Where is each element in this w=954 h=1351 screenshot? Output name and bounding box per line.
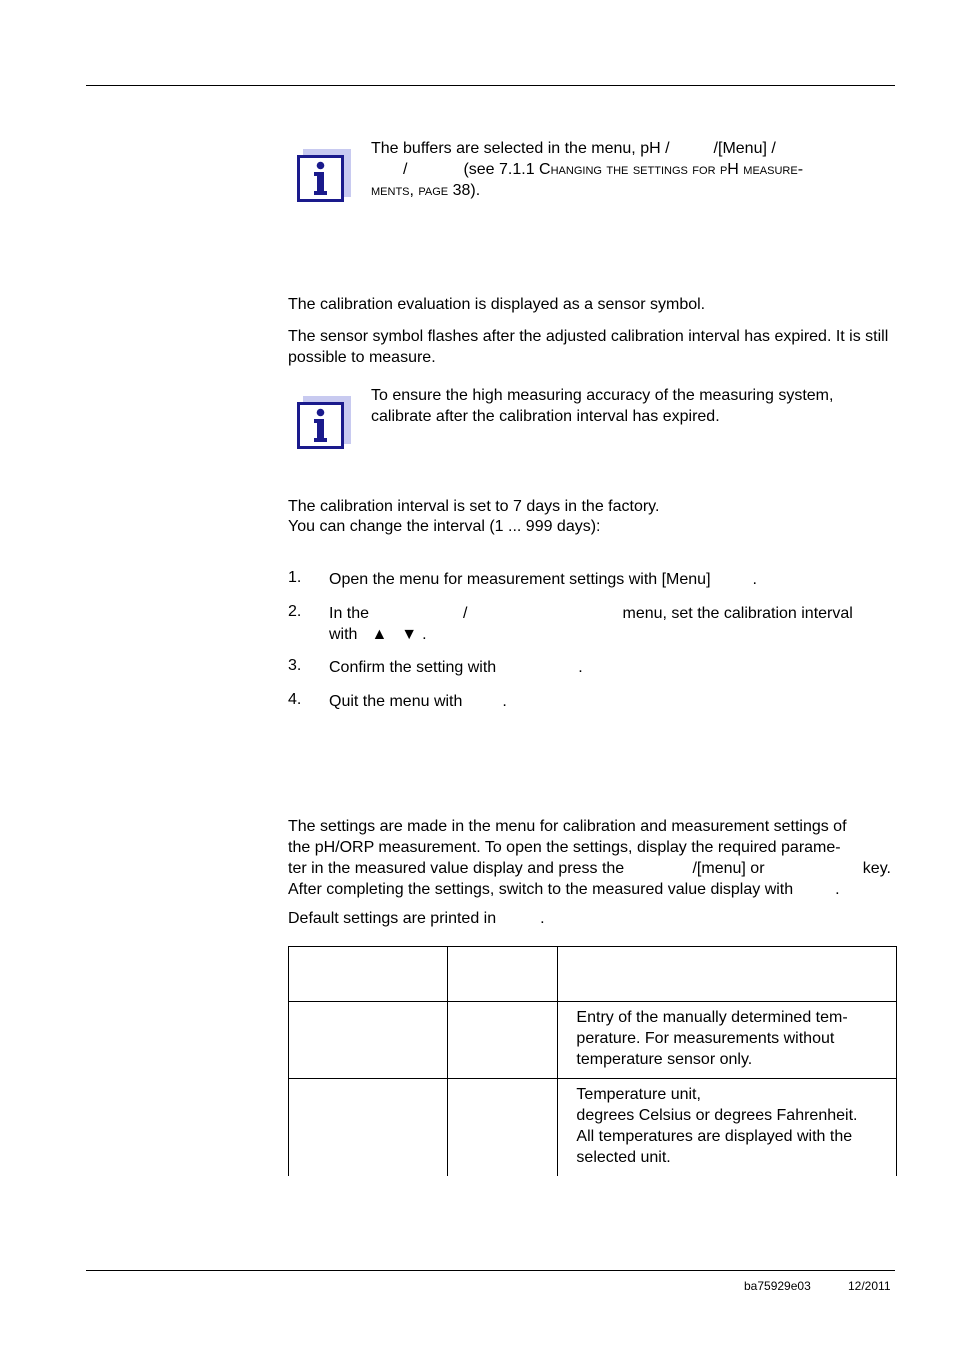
table-header-cell — [447, 947, 558, 1002]
step-number: 1. — [288, 569, 302, 586]
interval-line-1: The calibration interval is set to 7 days in the factory. — [288, 498, 660, 515]
table-header-cell — [558, 947, 897, 1002]
table-cell — [447, 1079, 558, 1177]
document-date: 12/2011 — [848, 1279, 891, 1293]
info-icon — [297, 396, 351, 450]
interval-line-2: You can change the interval (1 ... 999 days): — [288, 518, 601, 535]
header-rule — [86, 85, 895, 86]
settings-table — [288, 946, 897, 1176]
info-icon — [297, 149, 351, 203]
info-note-accuracy: To ensure the high measuring accuracy of the measuring system, calibrate after the calibration interval has expired. — [371, 387, 834, 425]
step-number: 4. — [288, 691, 302, 708]
table-header-cell — [289, 947, 448, 1002]
table-header-row — [289, 947, 897, 1002]
step-text: Confirm the setting with . — [329, 659, 583, 676]
step-text: Open the menu for measurement settings with [Menu] . — [329, 571, 757, 588]
document-id: ba75929e03 — [744, 1279, 811, 1293]
table-cell-description: Entry of the manually determined tem- perature. For measurements without temperature sensor only. — [558, 1002, 897, 1079]
info-note-buffers: The buffers are selected in the menu, pH / /[Menu] / / (see 7.1.1 Changing the settings for pH measure- ments, page 38). — [371, 140, 804, 199]
default-settings-note: Default settings are printed in . — [288, 910, 545, 927]
arrow-up-icon: ▲ — [371, 626, 388, 643]
table-row — [289, 1002, 897, 1079]
settings-paragraph: The settings are made in the menu for calibration and measurement settings of the pH/ORP measurement. To open the settings, display the required parame- ter in the measured value display and press the /[menu] or key. After completing the settings, switch to the measured value display with . — [288, 818, 891, 898]
step-text: Quit the menu with . — [329, 693, 507, 710]
para-flash: The sensor symbol flashes after the adjusted calibration interval has expired. It is still possible to measure. — [288, 328, 889, 366]
table-cell — [289, 1002, 448, 1079]
step-number: 2. — [288, 603, 302, 620]
arrow-down-icon: ▼ — [401, 626, 418, 643]
table-row — [289, 1079, 897, 1177]
table-cell — [289, 1079, 448, 1177]
table-cell — [447, 1002, 558, 1079]
table-cell-description: Temperature unit, degrees Celsius or degrees Fahrenheit. All temperatures are displayed with the selected unit. — [558, 1079, 897, 1177]
step-text: In the / menu, set the calibration interval with ▲ ▼ . — [329, 605, 853, 643]
step-number: 3. — [288, 657, 302, 674]
para-evaluation: The calibration evaluation is displayed as a sensor symbol. — [288, 296, 706, 313]
footer-rule — [86, 1270, 895, 1271]
